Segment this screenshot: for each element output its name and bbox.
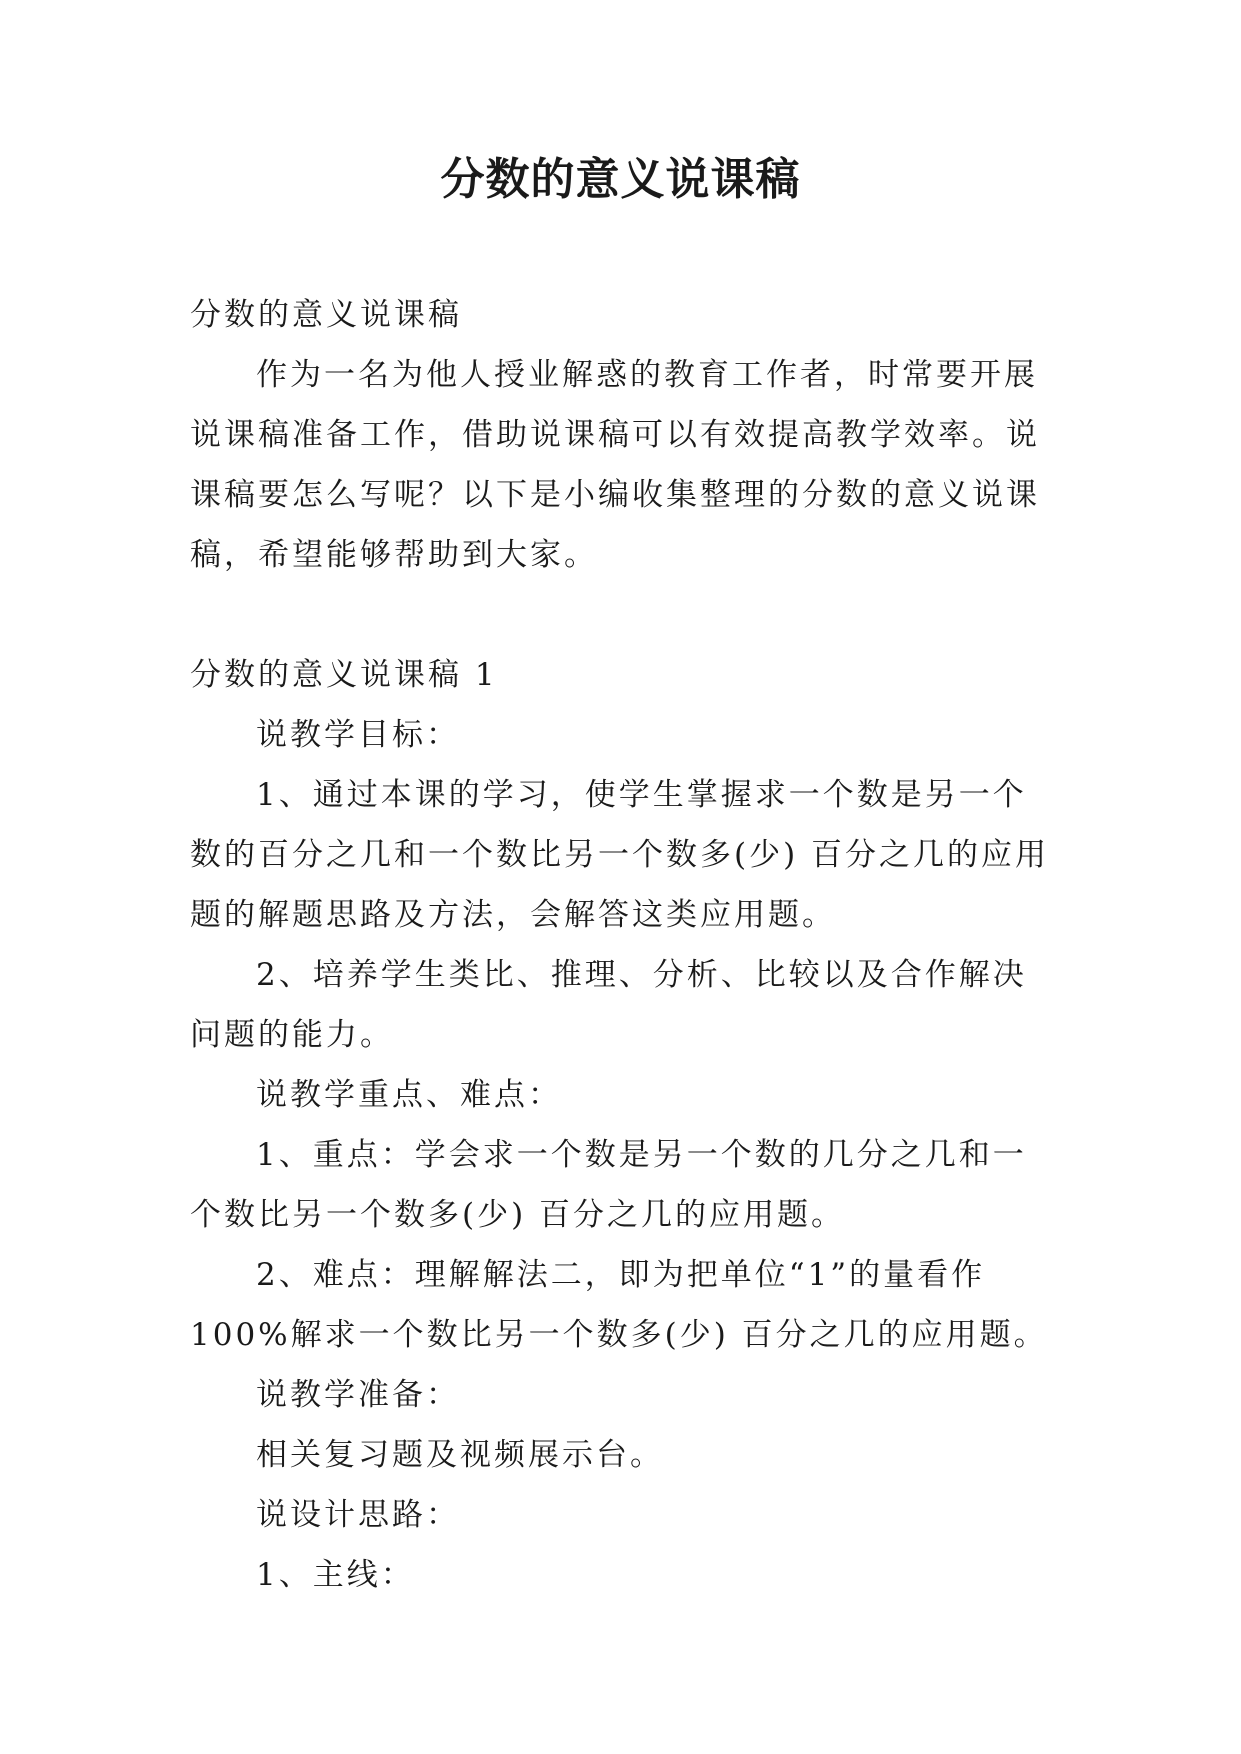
section-heading: 分数的意义说课稿 1 <box>190 657 498 693</box>
key-point-item-1: 1、重点：学会求一个数是另一个数的几分之几和一个数比另一个数多(少) 百分之几的应用题。 <box>190 1137 1027 1233</box>
key-point-item-2: 2、难点：理解解法二，即为把单位“1”的量看作 100%解求一个数比另一个数多(少) 百分之几的应用题。 <box>190 1257 1048 1353</box>
key-points-heading: 说教学重点、难点： <box>256 1077 562 1113</box>
design-heading: 说设计思路： <box>256 1497 460 1533</box>
document-body <box>190 285 1060 1605</box>
preparation-heading: 说教学准备： <box>256 1377 460 1413</box>
design-item-1: 1、主线： <box>256 1557 415 1593</box>
objective-item-2: 2、培养学生类比、推理、分析、比较以及合作解决问题的能力。 <box>190 957 1027 1053</box>
objective-item-1: 1、通过本课的学习，使学生掌握求一个数是另一个数的百分之几和一个数比另一个数多(少) 百分之几的应用题的解题思路及方法，会解答这类应用题。 <box>190 777 1050 933</box>
objectives-heading: 说教学目标： <box>256 717 460 753</box>
subtitle-paragraph: 分数的意义说课稿 <box>190 297 462 333</box>
intro-paragraph: 作为一名为他人授业解惑的教育工作者，时常要开展说课稿准备工作，借助说课稿可以有效提高教学效率。说课稿要怎么写呢？以下是小编收集整理的分数的意义说课稿，希望能够帮助到大家。 <box>190 357 1040 573</box>
document-title: 分数的意义说课稿 <box>440 154 801 205</box>
preparation-text: 相关复习题及视频展示台。 <box>256 1437 664 1473</box>
